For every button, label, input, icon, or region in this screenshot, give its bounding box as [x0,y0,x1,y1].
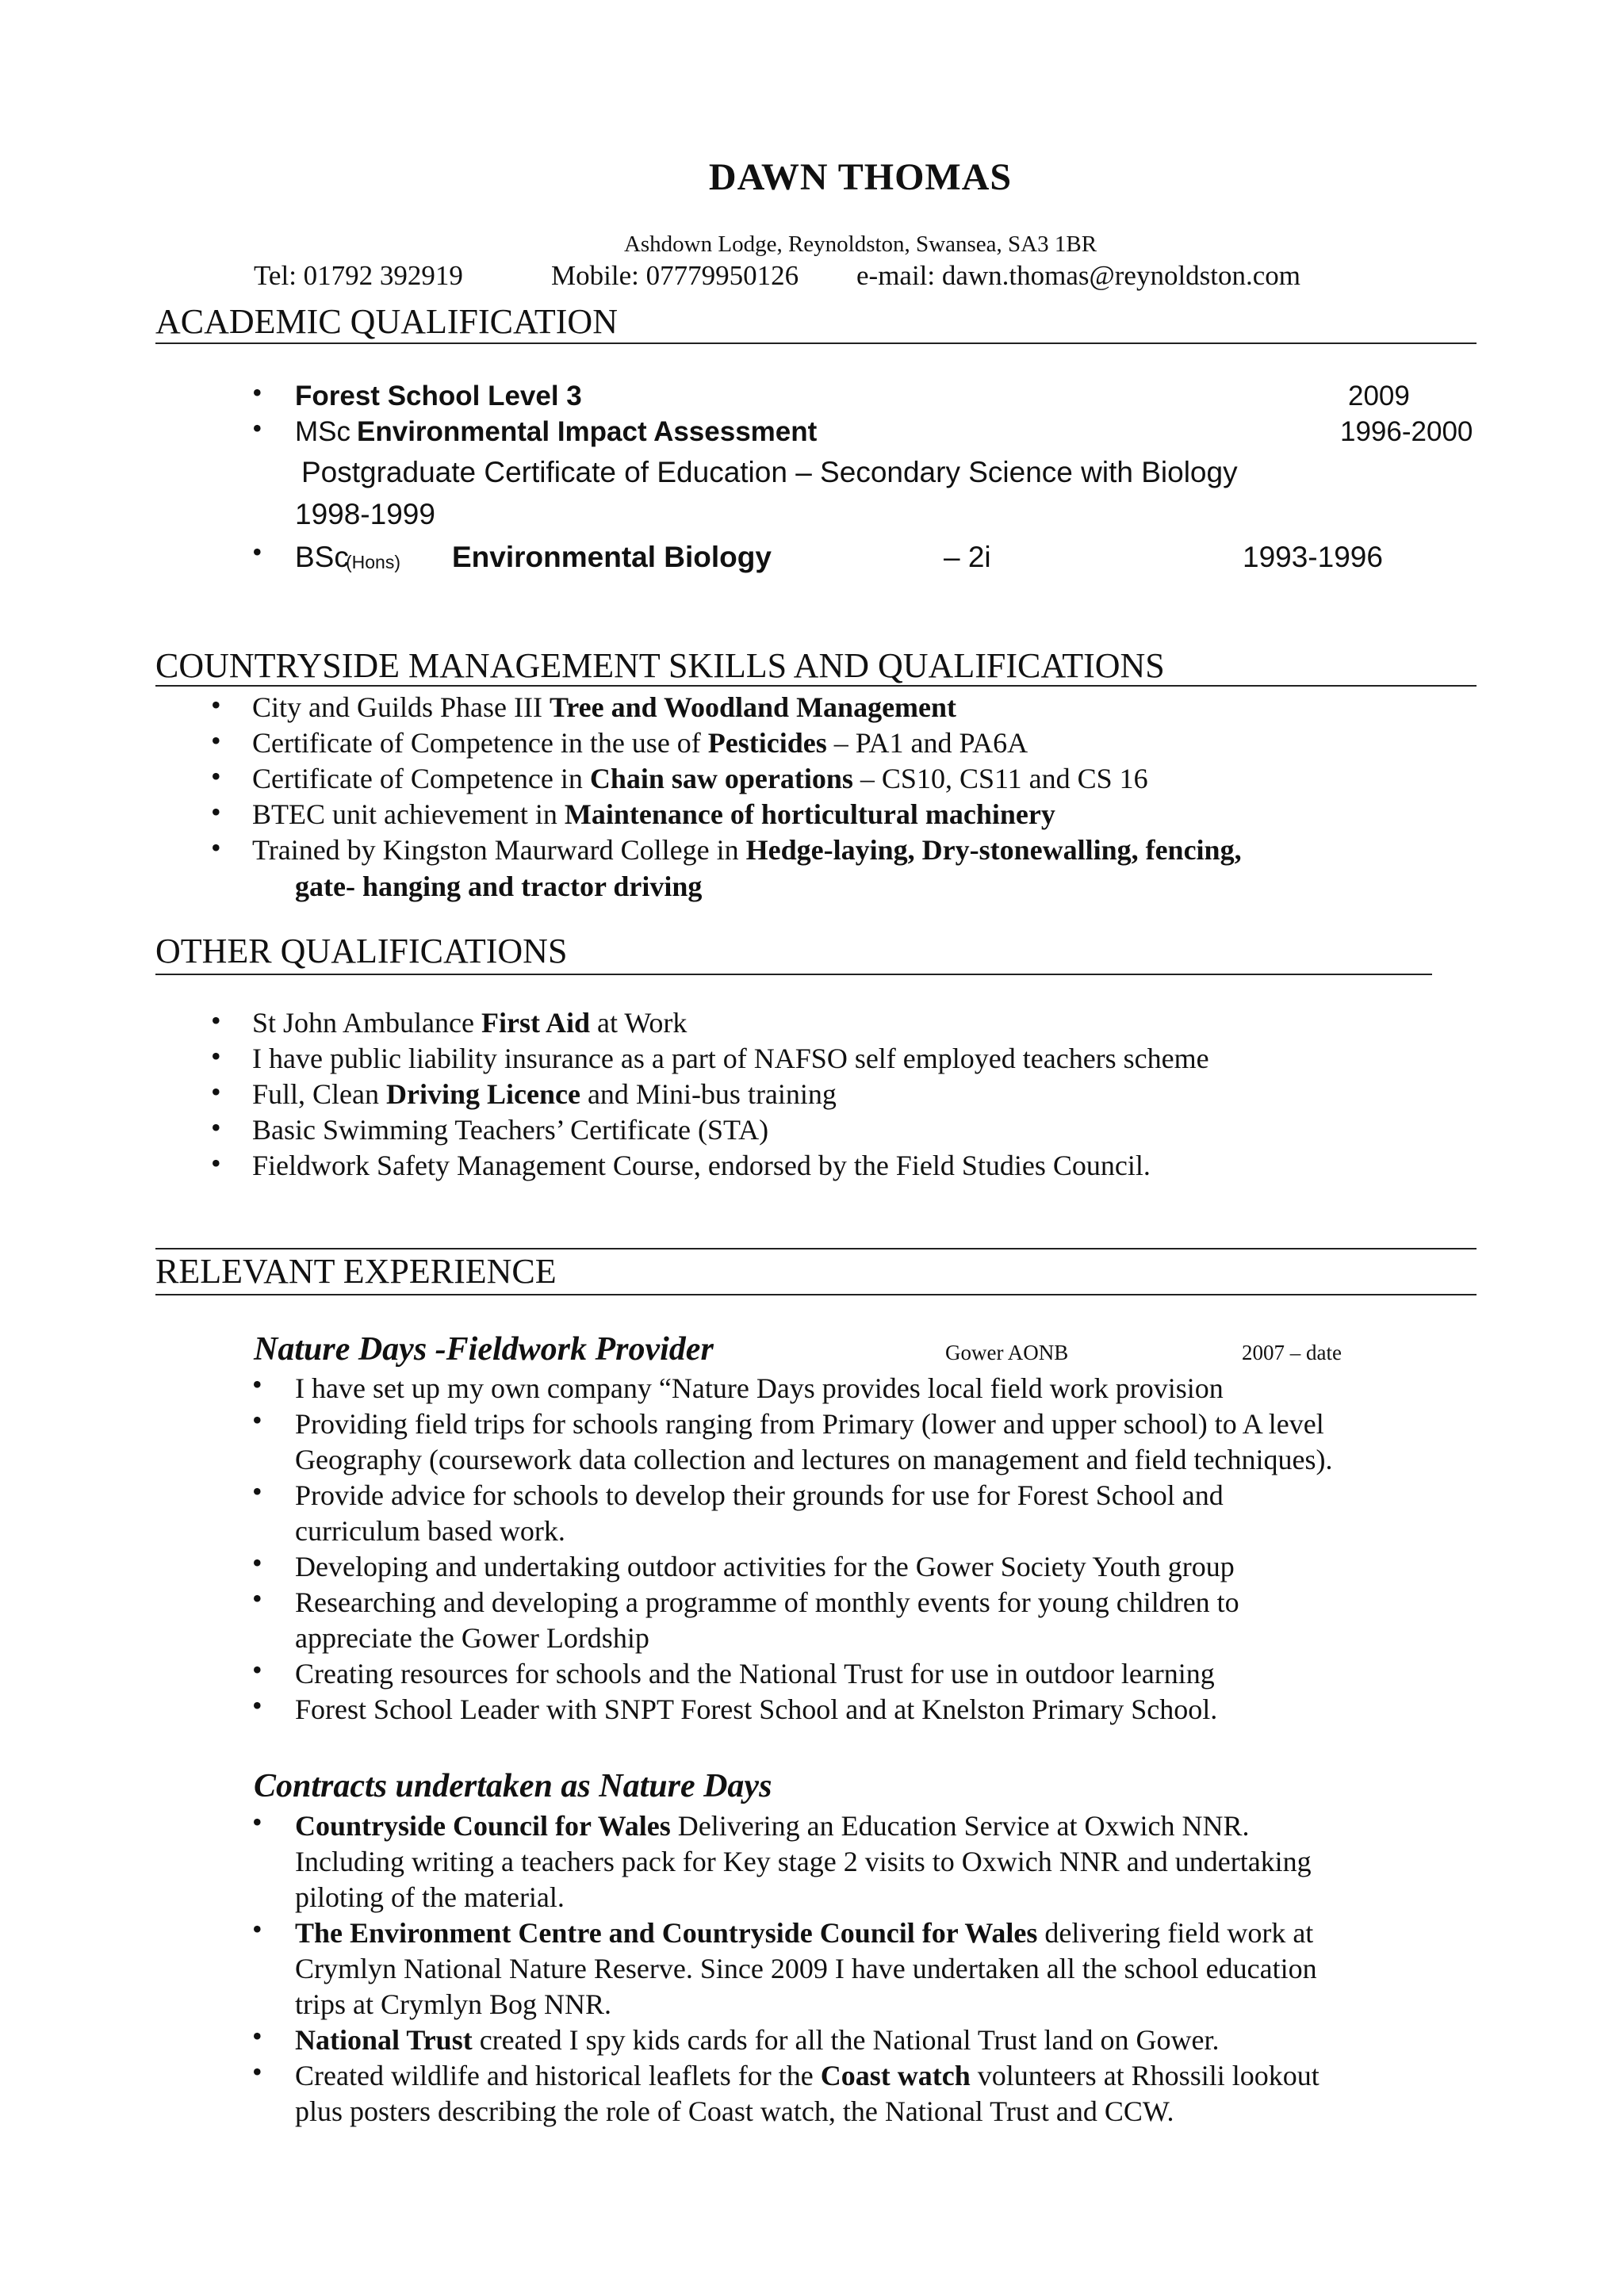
list-item-continuation: gate- hanging and tractor driving [295,871,703,902]
bullet-icon: • [252,1582,262,1614]
bullet-icon: • [252,1913,262,1945]
mobile: Mobile: 07779950126 [551,260,799,291]
bullet-icon: • [252,1368,262,1400]
section-rule [155,974,1432,975]
list-item: • Basic Swimming Teachers’ Certificate (STA) [252,1112,1209,1148]
job-line: appreciate the Gower Lordship [295,1622,649,1654]
section-rule [155,685,1477,687]
job-line: I have set up my own company “Nature Days provides local field work provision [295,1372,1224,1404]
bullet-icon: • [252,1689,262,1721]
academic-year: 2009 [1348,381,1410,411]
contract-line: The Environment Centre and Countryside Council for Wales delivering field work at [295,1917,1314,1949]
contract-line: piloting of the material. [295,1881,565,1913]
contract-line: Crymlyn National Nature Reserve. Since 2009 I have undertaken all the school education [295,1953,1317,1984]
section-heading-countryside: COUNTRYSIDE MANAGEMENT SKILLS AND QUALIFICATIONS [155,646,1165,685]
job-line: Creating resources for schools and the National Trust for use in outdoor learning [295,1658,1215,1689]
job-line: Providing field trips for schools ranging from Primary (lower and upper school) to A level [295,1408,1324,1440]
email: e-mail: dawn.thomas@reynoldston.com [856,260,1301,291]
academic-title: Environmental Biology [452,541,772,573]
section-heading-other: OTHER QUALIFICATIONS [155,932,568,970]
section-rule [155,1248,1477,1249]
other-list [252,1005,1209,1184]
list-item: • Full, Clean Driving Licence and Mini-bus training [252,1077,1209,1112]
academic-year: 1993-1996 [1243,541,1383,573]
academic-degree-prefix: BSc [295,541,349,573]
section-rule [155,1294,1477,1295]
academic-title: Forest School Level 3 [295,381,582,411]
academic-year: 1998-1999 [295,498,435,530]
bullet-icon: • [252,1404,262,1436]
academic-title: Environmental Impact Assessment [357,416,818,447]
section-heading-experience: RELEVANT EXPERIENCE [155,1252,557,1291]
job-line: Forest School Leader with SNPT Forest School and at Knelston Primary School. [295,1693,1218,1725]
list-item: • City and Guilds Phase III Tree and Woodland Management [252,690,1242,725]
academic-year: 1996-2000 [1340,416,1473,447]
list-item: • Fieldwork Safety Management Course, endorsed by the Field Studies Council. [252,1148,1209,1184]
section-rule [155,342,1477,344]
job-dates: 2007 – date [1242,1341,1342,1364]
job-location: Gower AONB [945,1341,1069,1364]
bullet-icon: • [252,412,262,444]
bullet-icon: • [252,2056,262,2087]
candidate-name: DAWN THOMAS [708,156,1013,198]
bullet-icon: • [252,2020,262,2052]
contract-line: plus posters describing the role of Coast watch, the National Trust and CCW. [295,2095,1174,2127]
list-item: • BTEC unit achievement in Maintenance of horticultural machinery [252,797,1242,832]
job-line: curriculum based work. [295,1515,565,1547]
job-line: Geography (coursework data collection and lectures on management and field techniques). [295,1444,1333,1475]
list-item: • St John Ambulance First Aid at Work [252,1005,1209,1041]
address-line: Ashdown Lodge, Reynoldston, Swansea, SA3 1BR [623,232,1097,257]
academic-degree-suffix: (Hons) [346,552,401,572]
contracts-title: Contracts undertaken as Nature Days [254,1768,772,1804]
job-line: Researching and developing a programme of monthly events for young children to [295,1586,1239,1618]
contract-line: Countryside Council for Wales Delivering an Education Service at Oxwich NNR. [295,1810,1250,1842]
list-item: • I have public liability insurance as a part of NAFSO self employed teachers scheme [252,1041,1209,1077]
contract-line: Including writing a teachers pack for Key stage 2 visits to Oxwich NNR and undertaking [295,1846,1312,1877]
telephone: Tel: 01792 392919 [254,260,463,291]
bullet-icon: • [252,377,262,408]
bullet-icon: • [252,1654,262,1686]
bullet-icon: • [252,1547,262,1578]
academic-title: Postgraduate Certificate of Education – Secondary Science with Biology [301,456,1238,488]
list-item: • Certificate of Competence in Chain saw operations – CS10, CS11 and CS 16 [252,761,1242,797]
contract-line: Created wildlife and historical leaflets for the Coast watch volunteers at Rhossili lookout [295,2060,1320,2091]
academic-grade: – 2i [944,541,991,573]
job-line: Provide advice for schools to develop their grounds for use for Forest School and [295,1479,1224,1511]
bullet-icon: • [252,1475,262,1507]
bullet-icon: • [252,536,262,568]
academic-degree-prefix: MSc [295,416,350,447]
job-line: Developing and undertaking outdoor activities for the Gower Society Youth group [295,1551,1235,1582]
list-item: • Trained by Kingston Maurward College in Hedge-laying, Dry-stonewalling, fencing, [252,832,1242,868]
contract-line: National Trust created I spy kids cards for all the National Trust land on Gower. [295,2024,1220,2056]
list-item: • Certificate of Competence in the use of Pesticides – PA1 and PA6A [252,725,1242,761]
section-heading-academic: ACADEMIC QUALIFICATION [155,302,618,341]
contract-line: trips at Crymlyn Bog NNR. [295,1988,612,2020]
job-title: Nature Days -Fieldwork Provider [254,1331,714,1368]
bullet-icon: • [252,1806,262,1838]
countryside-list [252,690,1242,868]
